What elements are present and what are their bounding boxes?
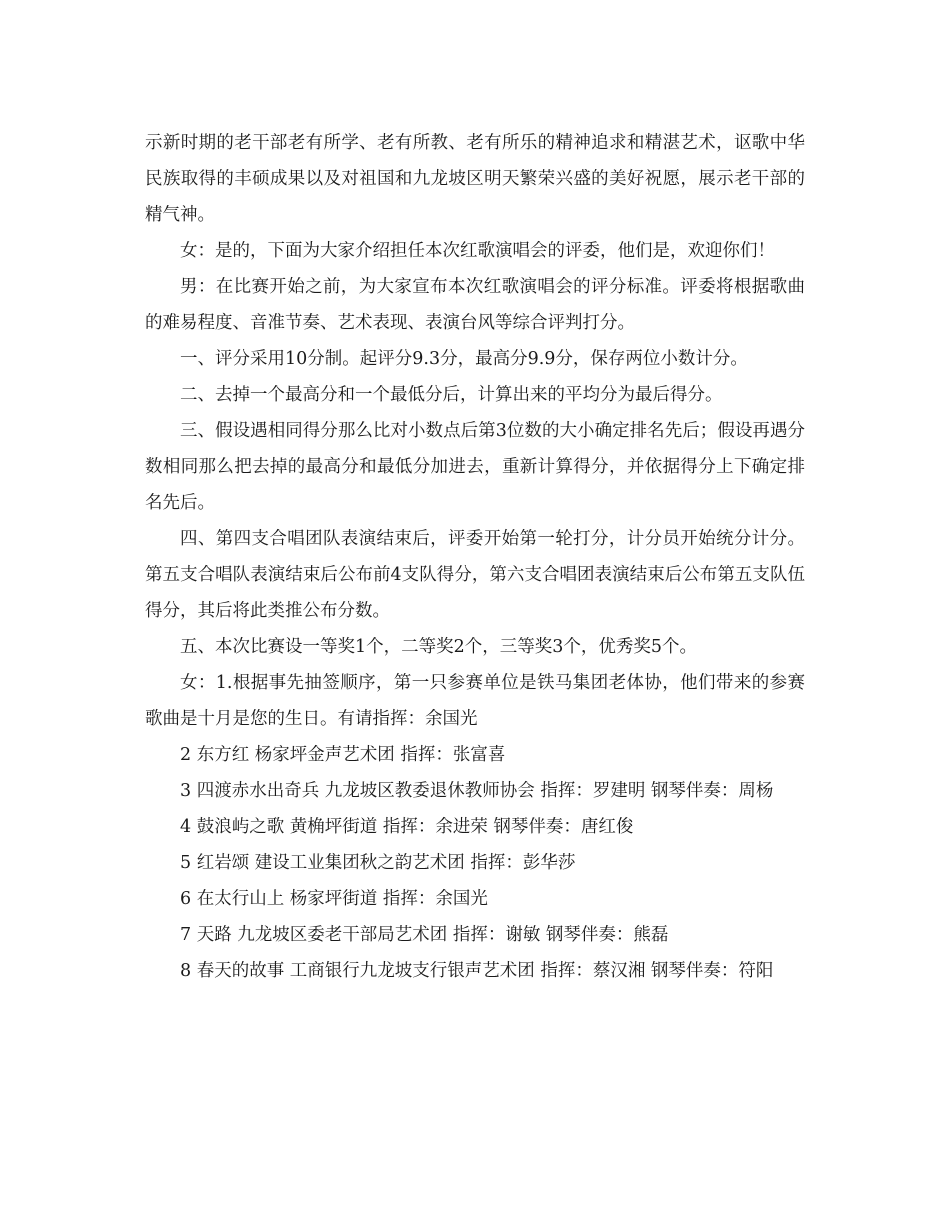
paragraph-male-host-rules: 男：在比赛开始之前，为大家宣布本次红歌演唱会的评分标准。评委将根据歌曲的难易程度、音准节奏、艺术表现、表演台风等综合评判打分。 xyxy=(145,277,805,333)
program-item-1: 女：1.根据事先抽签顺序，第一只参赛单位是铁马集团老体协，他们带来的参赛歌曲是十月是您的生日。有请指挥：余国光 xyxy=(145,673,805,729)
rule-item-4: 四、第四支合唱团队表演结束后，评委开始第一轮打分，计分员开始统分计分。第五支合唱队表演结束后公布前4支队得分，第六支合唱团表演结束后公布第五支队伍得分，其后将此类推公布分数。 xyxy=(145,529,805,621)
program-item-7: 7 天路 九龙坡区委老干部局艺术团 指挥：谢敏 钢琴伴奏：熊磊 xyxy=(180,925,669,945)
paragraph-continuation: 示新时期的老干部老有所学、老有所教、老有所乐的精神追求和精湛艺术，讴歌中华民族取得的丰硕成果以及对祖国和九龙坡区明天繁荣兴盛的美好祝愿，展示老干部的精气神。 xyxy=(145,133,805,225)
program-item-5: 5 红岩颂 建设工业集团秋之韵艺术团 指挥：彭华莎 xyxy=(180,853,576,873)
rule-item-3: 三、假设遇相同得分那么比对小数点后第3位数的大小确定排名先后；假设再遇分数相同那么把去掉的最高分和最低分加进去，重新计算得分，并依据得分上下确定排名先后。 xyxy=(145,421,805,513)
rule-item-2: 二、去掉一个最高分和一个最低分后，计算出来的平均分为最后得分。 xyxy=(180,385,723,405)
program-item-2: 2 东方红 杨家坪金声艺术团 指挥：张富喜 xyxy=(180,745,506,765)
program-item-6: 6 在太行山上 杨家坪街道 指挥：余国光 xyxy=(180,889,488,909)
rule-item-1: 一、评分采用10分制。起评分9.3分，最高分9.9分，保存两位小数计分。 xyxy=(180,349,748,369)
rule-item-5: 五、本次比赛设一等奖1个，二等奖2个，三等奖3个，优秀奖5个。 xyxy=(180,637,698,657)
program-item-8: 8 春天的故事 工商银行九龙坡支行银声艺术团 指挥：蔡汉湘 钢琴伴奏：符阳 xyxy=(180,961,774,981)
paragraph-female-host-judges: 女：是的，下面为大家介绍担任本次红歌演唱会的评委，他们是，欢迎你们！ xyxy=(180,241,775,261)
program-item-4: 4 鼓浪屿之歌 黄桷坪街道 指挥：余进荣 钢琴伴奏：唐红俊 xyxy=(180,817,634,837)
document-body xyxy=(145,125,805,989)
program-item-3: 3 四渡赤水出奇兵 九龙坡区教委退休教师协会 指挥：罗建明 钢琴伴奏：周杨 xyxy=(180,781,774,801)
